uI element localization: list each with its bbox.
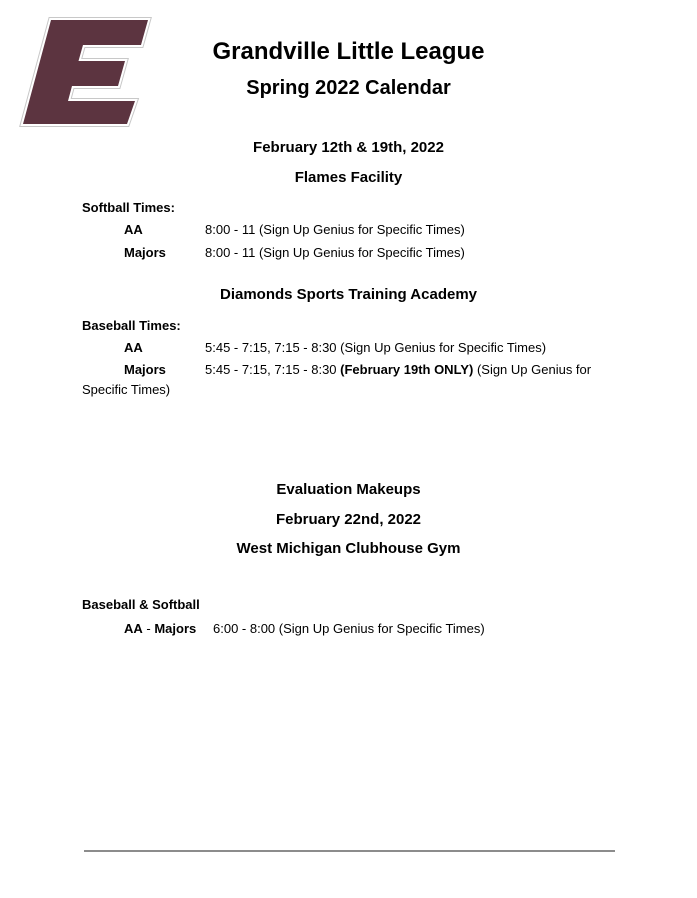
time-text bbox=[205, 362, 591, 378]
baseball-times-label: Baseball Times: bbox=[82, 318, 181, 333]
flames-date-heading: February 12th & 19th, 2022 bbox=[253, 139, 444, 156]
makeups-heading: Evaluation Makeups bbox=[276, 481, 421, 498]
division-label-aa: AA bbox=[124, 621, 143, 636]
division-label: AA bbox=[124, 222, 143, 237]
division-label: Majors bbox=[124, 245, 166, 260]
page-title: Grandville Little League bbox=[212, 38, 485, 65]
time-text-regular: 5:45 - 7:15, 7:15 - 8:30 bbox=[205, 362, 341, 377]
footer-divider-line bbox=[84, 850, 615, 852]
division-label bbox=[124, 621, 196, 637]
division-label-majors: Majors bbox=[154, 621, 197, 636]
time-text: 8:00 - 11 (Sign Up Genius for Specific Times) bbox=[205, 245, 465, 260]
makeups-venue-heading: West Michigan Clubhouse Gym bbox=[236, 540, 461, 557]
division-label: Majors bbox=[124, 362, 166, 377]
softball-times-label: Softball Times: bbox=[82, 200, 175, 215]
page-subtitle: Spring 2022 Calendar bbox=[246, 77, 451, 99]
schedule-row-baseball-majors-wrap: Specific Times) bbox=[82, 382, 171, 397]
time-text: 6:00 - 8:00 (Sign Up Genius for Specific Times) bbox=[213, 621, 485, 636]
time-text: 8:00 - 11 (Sign Up Genius for Specific Times) bbox=[205, 222, 465, 237]
diamonds-venue-heading: Diamonds Sports Training Academy bbox=[220, 286, 477, 303]
division-label-separator: - bbox=[142, 621, 155, 636]
time-text-emphasis: (February 19th ONLY) bbox=[340, 362, 474, 377]
time-text: 5:45 - 7:15, 7:15 - 8:30 (Sign Up Genius for Specific Times) bbox=[205, 340, 547, 355]
logo-g-letter bbox=[23, 20, 148, 124]
division-label: AA bbox=[124, 340, 143, 355]
baseball-softball-label: Baseball & Softball bbox=[82, 597, 200, 612]
makeups-date-heading: February 22nd, 2022 bbox=[275, 511, 422, 528]
flames-venue-heading: Flames Facility bbox=[294, 169, 403, 186]
time-text-regular: (Sign Up Genius for bbox=[473, 362, 592, 377]
